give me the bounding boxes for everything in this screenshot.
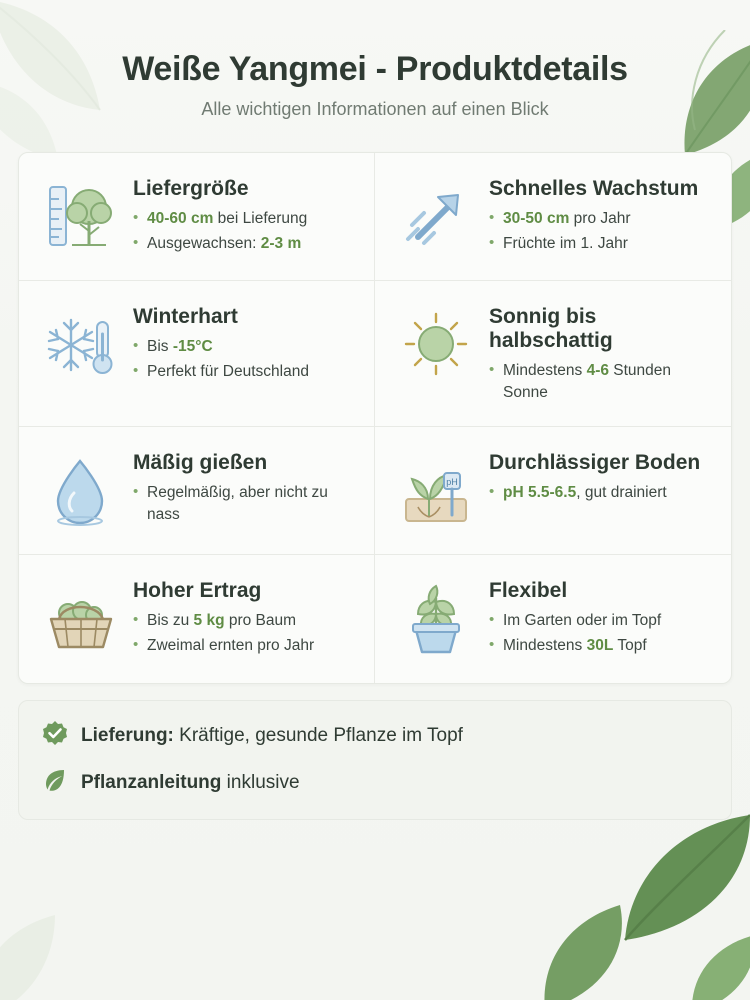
page-header — [0, 0, 750, 142]
feature-body — [489, 303, 713, 406]
feature-body — [489, 449, 713, 507]
bullet-item — [489, 482, 713, 503]
feature-winterhart — [19, 281, 375, 427]
bullet-item — [133, 610, 356, 631]
feature-schnelles-wachstum — [375, 153, 731, 281]
bullet-text: Perfekt für Deutschland — [147, 362, 309, 380]
bullet-highlight: 2-3 m — [260, 234, 302, 252]
bullet-text: , gut drainiert — [576, 484, 667, 502]
feature-sonnig-halbschattig — [375, 281, 731, 427]
svg-text:pH: pH — [446, 477, 458, 488]
bullet-tail: Stunden Sonne — [503, 362, 672, 401]
bullet-item — [489, 360, 713, 403]
bullet-item — [489, 208, 713, 229]
bullet-item — [133, 233, 356, 254]
bullet-text: Im Garten oder im Topf — [503, 612, 662, 630]
bullet-text: bei Lieferung — [213, 210, 308, 228]
feature-body — [133, 449, 356, 528]
page-subtitle: Alle wichtigen Informationen auf einen Blick — [201, 99, 549, 120]
footer-text — [81, 725, 463, 747]
feature-flexibel — [375, 555, 731, 683]
bullet-text: Regelmäßig, aber nicht zu nass — [147, 484, 328, 523]
feature-durchlaessiger-boden — [375, 427, 731, 555]
bullet-item — [133, 482, 356, 525]
footer-row-pflanzanleitung — [41, 766, 709, 799]
bullet-item — [489, 635, 713, 656]
bullet-highlight: pH 5.5-6.5 — [503, 484, 577, 502]
bullet-text: Ausgewachsen: — [147, 234, 261, 252]
bullet-tail: pro Baum — [224, 612, 297, 630]
bullet-tail: Topf — [613, 636, 647, 654]
feature-bullets — [133, 610, 356, 656]
ph-soil-meter-icon — [397, 449, 475, 533]
bullet-text: Bis — [147, 338, 173, 356]
feature-title: Winterhart — [133, 305, 238, 329]
feature-title: Schnelles Wachstum — [489, 177, 699, 201]
footer-text — [81, 772, 300, 794]
features-grid — [19, 153, 731, 683]
features-card — [18, 152, 732, 684]
feature-title: Mäßig gießen — [133, 451, 268, 475]
feature-bullets — [489, 610, 713, 656]
feature-bullets — [133, 482, 356, 525]
bullet-item — [133, 336, 356, 357]
potted-plant-icon — [397, 577, 475, 661]
bullet-highlight: 5 kg — [193, 612, 225, 630]
bullet-item — [133, 208, 356, 229]
feature-body — [133, 175, 356, 257]
bullet-item — [133, 635, 356, 656]
feature-bullets — [133, 336, 356, 382]
footer-row-lieferung — [41, 719, 709, 752]
feature-title: Flexibel — [489, 579, 568, 603]
fruit-basket-icon — [41, 577, 119, 661]
feature-body — [133, 303, 356, 385]
check-badge-icon — [41, 719, 69, 752]
sun-icon — [397, 303, 475, 387]
bullet-item — [489, 610, 713, 631]
feature-title: Durchlässiger Boden — [489, 451, 701, 475]
page-title: Weiße Yangmei - Produktdetails — [122, 50, 628, 88]
bullet-highlight: 40-60 cm — [147, 210, 214, 228]
bullet-item — [133, 361, 356, 382]
footer-detail: inklusive — [221, 771, 300, 793]
feature-bullets — [133, 208, 356, 254]
leaf-decoration-bottom-left — [0, 870, 120, 1000]
footer-label: Pflanzanleitung — [81, 771, 222, 793]
footer-detail: Kräftige, gesunde Pflanze im Topf — [173, 724, 463, 746]
bullet-text: Mindestens — [503, 636, 587, 654]
bullet-highlight: 4-6 — [586, 362, 609, 380]
bullet-text: Mindestens — [503, 362, 587, 380]
feature-maessig-giessen — [19, 427, 375, 555]
feature-bullets — [489, 482, 713, 503]
ruler-tree-icon — [41, 175, 119, 259]
bullet-text: pro Jahr — [569, 210, 631, 228]
bullet-highlight: 30-50 cm — [503, 210, 570, 228]
feature-title: Hoher Ertrag — [133, 579, 262, 603]
feature-body — [489, 577, 713, 659]
growth-arrow-icon — [397, 175, 475, 259]
bullet-text: Früchte im 1. Jahr — [503, 234, 628, 252]
bullet-highlight: 30L — [586, 636, 614, 654]
feature-bullets — [489, 360, 713, 403]
feature-hoher-ertrag — [19, 555, 375, 683]
bullet-highlight: -15°C — [172, 338, 213, 356]
snowflake-thermometer-icon — [41, 303, 119, 387]
leaf-icon — [41, 766, 69, 799]
water-drop-icon — [41, 449, 119, 533]
feature-title: Liefergröße — [133, 177, 249, 201]
bullet-item — [489, 233, 713, 254]
footer-label: Lieferung: — [81, 724, 174, 746]
bullet-text: Zweimal ernten pro Jahr — [147, 636, 315, 654]
feature-bullets — [489, 208, 713, 254]
bullet-text: Bis zu — [147, 612, 194, 630]
feature-body — [133, 577, 356, 659]
footer-panel — [18, 700, 732, 820]
feature-title: Sonnig bis halbschattig — [489, 305, 613, 353]
feature-body — [489, 175, 713, 257]
feature-liefergroesse — [19, 153, 375, 281]
